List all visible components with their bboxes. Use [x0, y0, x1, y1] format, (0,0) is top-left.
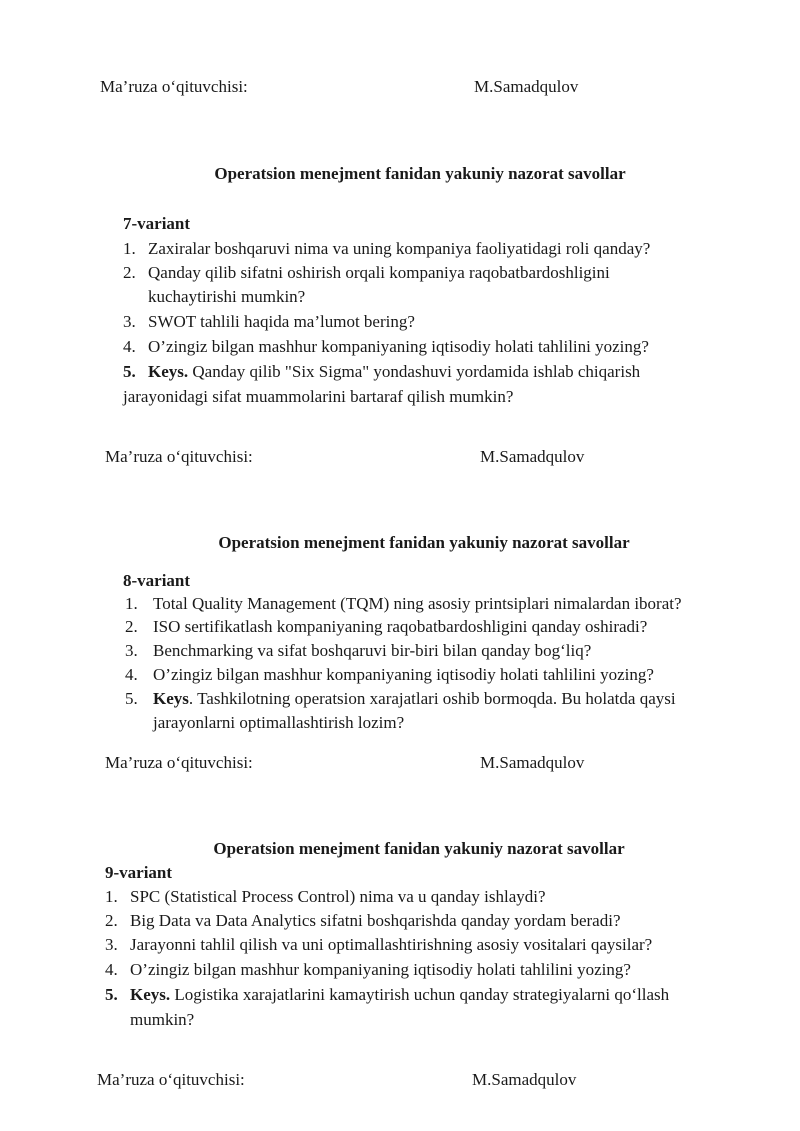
question-text-continued: mumkin? [130, 1010, 195, 1029]
question-text: O’zingiz bilgan mashhur kompaniyaning iqtisodiy holati tahlilini yozing? [148, 337, 649, 356]
question-number: 5. [105, 985, 118, 1004]
signature-name: M.Samadqulov [480, 753, 585, 772]
question-text [148, 362, 640, 382]
variant-label: 9-variant [105, 863, 173, 882]
question-text-body: Qanday qilib "Six Sigma" yondashuvi yordamida ishlab chiqarish [188, 362, 641, 381]
signature-role: Ma’ruza o‘qituvchisi: [97, 1070, 245, 1089]
question-number: 4. [123, 337, 136, 356]
variant-label: 8-variant [123, 571, 191, 590]
question-number: 3. [123, 312, 136, 331]
question-text: Jarayonni tahlil qilish va uni optimallashtirishning asosiy vositalari qaysilar? [130, 935, 653, 954]
signature-role: Ma’ruza o‘qituvchisi: [105, 753, 253, 772]
question-number: 3. [105, 935, 118, 954]
question-number: 1. [125, 594, 138, 613]
section-title: Operatsion menejment fanidan yakuniy nazorat savollar [214, 164, 626, 183]
question-number: 1. [123, 239, 136, 258]
case-keyword: Keys. [148, 362, 189, 381]
question-text: ISO sertifikatlash kompaniyaning raqobatbardoshligini qanday oshiradi? [153, 617, 648, 636]
question-text: Qanday qilib sifatni oshirish orqali kompaniya raqobatbardoshligini [148, 263, 610, 282]
question-text: Benchmarking va sifat boshqaruvi bir-biri bilan qanday bog‘liq? [153, 641, 592, 660]
case-keyword: Keys. [130, 985, 171, 1004]
signature-name: M.Samadqulov [474, 77, 579, 96]
question-text: Total Quality Management (TQM) ning asosiy printsiplari nimalardan iborat? [153, 594, 682, 613]
signature-name: M.Samadqulov [472, 1070, 577, 1089]
question-number: 5. [123, 362, 136, 381]
case-keyword: Keys [153, 689, 189, 708]
question-text: O’zingiz bilgan mashhur kompaniyaning iqtisodiy holati tahlilini yozing? [153, 665, 654, 684]
question-text: Zaxiralar boshqaruvi nima va uning kompaniya faoliyatidagi roli qanday? [148, 239, 651, 258]
signature-role: Ma’ruza o‘qituvchisi: [105, 447, 253, 466]
question-number: 3. [125, 641, 138, 660]
question-number: 1. [105, 887, 118, 906]
question-text [130, 985, 669, 1005]
section-title: Operatsion menejment fanidan yakuniy nazorat savollar [218, 533, 630, 552]
question-text-body: Logistika xarajatlarini kamaytirish uchun qanday strategiyalarni qo‘llash [170, 985, 670, 1004]
question-text [153, 689, 676, 709]
question-text-continued: jarayonidagi sifat muammolarini bartaraf qilish mumkin? [123, 387, 514, 406]
section-title: Operatsion menejment fanidan yakuniy nazorat savollar [213, 839, 625, 858]
question-number: 4. [105, 960, 118, 979]
signature-name: M.Samadqulov [480, 447, 585, 466]
question-number: 2. [125, 617, 138, 636]
signature-role: Ma’ruza o‘qituvchisi: [100, 77, 248, 96]
question-number: 2. [123, 263, 136, 282]
question-text: Big Data va Data Analytics sifatni boshqarishda qanday yordam beradi? [130, 911, 621, 930]
question-number: 5. [125, 689, 138, 708]
question-text-continued: jarayonlarni optimallashtirish lozim? [153, 713, 405, 732]
question-text: SWOT tahlili haqida ma’lumot bering? [148, 312, 415, 331]
question-text-continued: kuchaytirishi mumkin? [148, 287, 306, 306]
question-number: 4. [125, 665, 138, 684]
question-text: SPC (Statistical Process Control) nima va u qanday ishlaydi? [130, 887, 546, 906]
variant-label: 7-variant [123, 214, 191, 233]
question-number: 2. [105, 911, 118, 930]
question-text: O’zingiz bilgan mashhur kompaniyaning iqtisodiy holati tahlilini yozing? [130, 960, 631, 979]
question-text-body: . Tashkilotning operatsion xarajatlari oshib bormoqda. Bu holatda qaysi [188, 689, 676, 708]
